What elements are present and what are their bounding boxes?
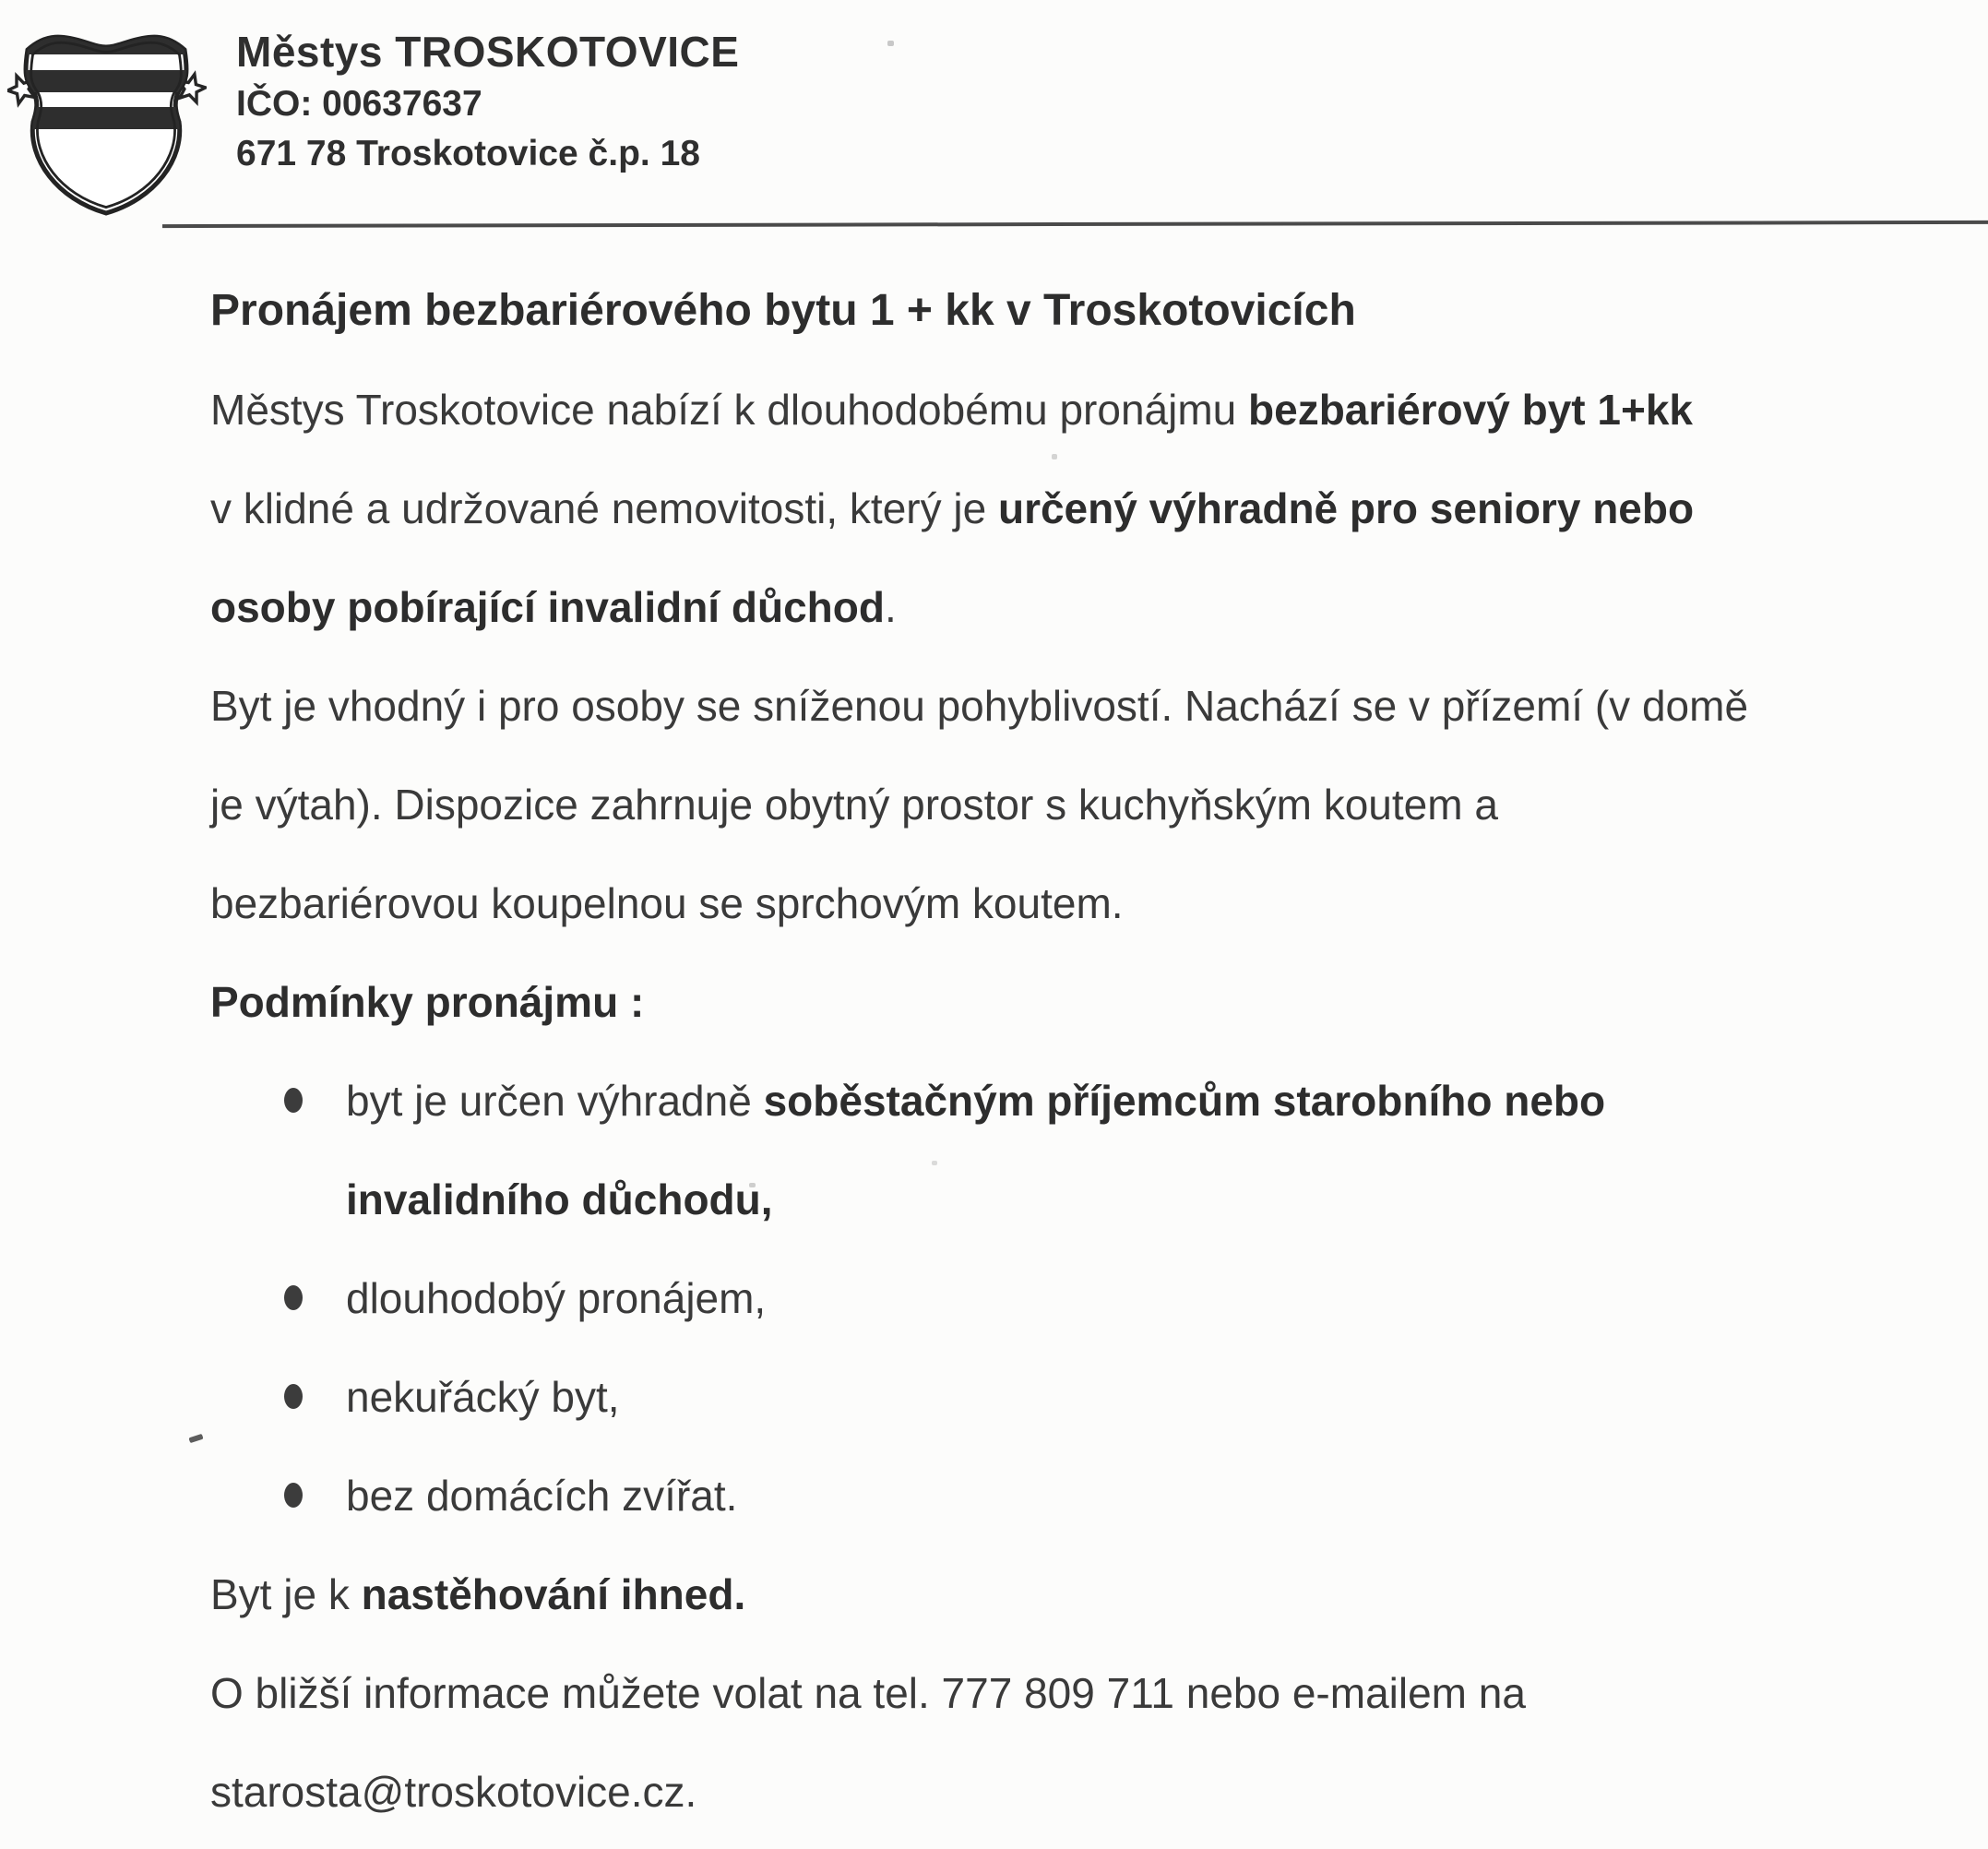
bullet-item [210,1248,1972,1347]
bullet-item [210,1347,1972,1446]
org-ico: IČO: 00637637 [236,84,482,124]
bullet-icon [284,1285,303,1310]
text-segment-bold: Pronájem bezbariérového bytu 1 + kk v Troskotovicích [210,286,1356,335]
scan-speck [1052,454,1057,459]
text-segment: dlouhodobý pronájem, [346,1273,767,1322]
document-body [210,261,1972,1841]
bullet-item [210,1446,1972,1545]
scan-speck [749,1183,756,1187]
org-address: 671 78 Troskotovice č.p. 18 [236,134,700,173]
org-name: Městys TROSKOTOVICE [236,28,740,76]
text-line [210,1545,1972,1643]
text-line [210,1643,1972,1742]
text-segment: starosta@troskotovice.cz. [210,1767,697,1816]
text-segment: bezbariérovou koupelnou se sprchovým koutem. [210,878,1124,927]
scan-speck [887,41,894,46]
text-segment: nekuřácký byt, [346,1372,620,1421]
text-line [210,853,1972,952]
text-segment: Byt je vhodný i pro osoby se sníženou pohyblivostí. Nachází se v přízemí (v domě [210,681,1749,730]
scan-speck [188,1434,203,1443]
text-segment-bold: osoby pobírající invalidní důchod [210,582,885,631]
bullet-item [210,1051,1972,1150]
bullet-item-continuation [210,1150,1972,1248]
text-segment: Městys Troskotovice nabízí k dlouhodobému pronájmu [210,385,1249,434]
text-line [210,755,1972,853]
bullet-icon [284,1483,303,1508]
text-segment: bez domácích zvířat. [346,1471,738,1520]
header-divider [162,221,1988,228]
text-segment-bold: nastěhování ihned. [361,1569,746,1618]
bullet-icon [284,1384,303,1409]
text-line [210,557,1972,656]
text-line [210,1742,1972,1841]
text-line [210,360,1972,459]
text-line [210,656,1972,755]
text-segment: Byt je k [210,1569,362,1618]
text-line [210,952,1972,1051]
text-segment: O bližší informace můžete volat na tel. 777 809 711 nebo e-mailem na [210,1668,1526,1717]
text-segment: v klidné a udržované nemovitosti, který je [210,483,998,532]
text-segment: byt je určen výhradně [346,1076,764,1125]
text-line [210,459,1972,557]
text-segment-bold: určený výhradně pro seniory nebo [997,483,1695,532]
text-segment: . [884,582,897,631]
text-segment: je výtah). Dispozice zahrnuje obytný prostor s kuchyňským koutem a [210,780,1498,829]
text-segment-bold: Podmínky pronájmu : [210,977,645,1026]
coat-of-arms-logo [7,18,207,220]
bullet-icon [284,1088,303,1113]
letterhead [236,24,739,179]
text-segment-bold: bezbariérový byt 1+kk [1248,385,1693,434]
text-segment-bold: invalidního důchodu, [346,1175,773,1223]
document-title [210,261,1972,360]
text-segment-bold: soběstačným příjemcům starobního nebo [763,1076,1606,1125]
scan-speck [932,1161,937,1165]
